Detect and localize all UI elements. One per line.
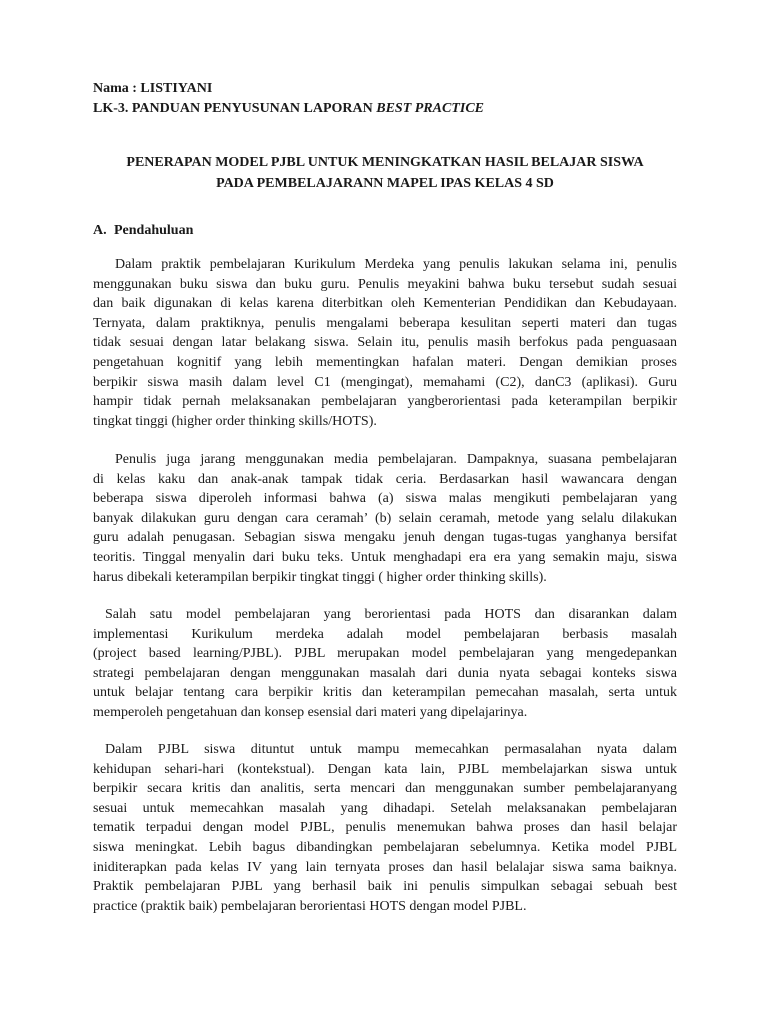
paragraph-line: Dalam praktik pembelajaran Kurikulum Merdeka yang penulis lakukan selama ini, penulis <box>115 257 677 272</box>
paragraph-line: (project based learning/PJBL). PJBL merupakan model pembelajaran yang mengedepankan <box>93 646 677 662</box>
section-heading <box>93 221 193 241</box>
paragraph-line: menggunakan buku siswa dan buku guru. Penulis meyakini bahwa buku tersebut sudah sesuai <box>93 276 677 292</box>
paragraph-line: tidak sesuai dengan latar belakang siswa. Selain itu, penulis masih berfokus pada penguasaan <box>93 335 677 351</box>
paragraph-line: teoritis. Tinggal menyalin dari buku teks. Untuk menghadapi era era yang semakin maju, siswa <box>93 549 677 565</box>
title-line-1: PENERAPAN MODEL PJBL UNTUK MENINGKATKAN HASIL BELAJAR SISWA <box>126 155 644 170</box>
paragraph-line: berpikir secara kritis dan analitis, serta mencari dan menggunakan sumber pembelajaranyang <box>93 781 677 797</box>
paragraph-line: iniditerapkan pada kelas IV yang lain ternyata proses dan hasil belalajar siswa sama baiknya. <box>93 859 677 875</box>
paragraph-line: Praktik pembelajaran PJBL yang berhasil baik ini penulis simpulkan sebagai sebuah best <box>93 879 677 895</box>
paragraph-line: tematik terpadui dengan model PJBL, penulis menemukan bahwa proses dan hasil belajar <box>93 820 677 836</box>
paragraph-line: banyak dilakukan guru dengan cara ceramah’ (b) selain ceramah, metode yang selalu dilakukan <box>93 510 677 526</box>
paragraph-line: dan baik digunakan di kelas karena diterbitkan oleh Kementerian Pendidikan dan Kebudayaan. <box>93 296 677 312</box>
paragraph-line: berpikir siswa masih dalam level C1 (mengingat), memahami (C2), danC3 (aplikasi). Guru <box>93 374 677 390</box>
paragraph-line: practice (praktik baik) pembelajaran berorientasi HOTS dengan model PJBL. <box>93 898 527 914</box>
paragraph-line: Penulis juga jarang menggunakan media pembelajaran. Dampaknya, suasana pembelajaran <box>115 452 677 467</box>
paragraph-2 <box>93 450 677 587</box>
section-title: Pendahuluan <box>114 223 194 238</box>
document-title <box>80 152 690 194</box>
paragraph-4 <box>93 740 677 916</box>
paragraph-1 <box>93 255 677 431</box>
section-number: A. <box>93 223 107 238</box>
paragraph-line: Ternyata, dalam praktiknya, penulis mengalami beberapa kesulitan seperti materi dan tugas <box>93 315 677 331</box>
paragraph-line: untuk belajar tentang cara berpikir kritis dan keterampilan pemecahan masalah, serta untuk <box>93 685 677 701</box>
document-header <box>93 79 693 119</box>
paragraph-line: di kelas kaku dan anak-anak tampak tidak ceria. Berdasarkan hasil wawancara dengan <box>93 471 677 487</box>
title-line-2: PADA PEMBELAJARANN MAPEL IPAS KELAS 4 SD <box>216 176 554 191</box>
paragraph-line: beberapa siswa diperoleh informasi bahwa (a) siswa malas mengikuti pembelajaran yang <box>93 491 677 507</box>
paragraph-line: strategi pembelajaran dengan menggunakan masalah dari dunia nyata sebagai konteks siswa <box>93 665 677 681</box>
paragraph-line: Salah satu model pembelajaran yang berorientasi pada HOTS dan disarankan dalam <box>105 607 677 622</box>
author-name-line: Nama : LISTIYANI <box>93 81 213 96</box>
paragraph-line: hampir tidak pernah melaksanakan pembelajaran yangberorientasi pada keterampilan berpikir <box>93 394 677 410</box>
paragraph-line: Dalam PJBL siswa dituntut untuk mampu memecahkan permasalahan nyata dalam <box>105 742 677 757</box>
paragraph-3 <box>93 605 677 723</box>
paragraph-line: memperoleh pengetahuan dan konsep esensial dari materi yang dipelajarinya. <box>93 704 528 720</box>
paragraph-line: tingkat tinggi (higher order thinking skills/HOTS). <box>93 413 377 429</box>
paragraph-line: harus dibekali keterampilan berpikir tingkat tinggi ( higher order thinking skills). <box>93 569 547 585</box>
paragraph-line: kehidupan sehari-hari (kontekstual). Dengan kata lain, PJBL membelajarkan siswa untuk <box>93 761 677 777</box>
worksheet-label-line <box>93 99 693 119</box>
paragraph-line: implementasi Kurikulum merdeka adalah model pembelajaran berbasis masalah <box>93 626 677 642</box>
paragraph-line: pengetahuan kognitif yang lebih mementingkan hafalan materi. Dengan demikian proses <box>93 354 677 370</box>
paragraph-line: siswa meningkat. Lebih bagus dibandingkan pembelajaran sebelumnya. Ketika model PJBL <box>93 839 677 855</box>
worksheet-label-italic: BEST PRACTICE <box>376 101 484 116</box>
paragraph-line: sesuai untuk memecahkan masalah yang dihadapi. Setelah melaksanakan pembelajaran <box>93 800 677 816</box>
paragraph-line: guru adalah penugasan. Sebagian siswa mengaku jenuh dengan tugas-tugas yanghanya bersifat <box>93 530 677 546</box>
worksheet-label-prefix: LK-3. PANDUAN PENYUSUNAN LAPORAN <box>93 101 377 116</box>
